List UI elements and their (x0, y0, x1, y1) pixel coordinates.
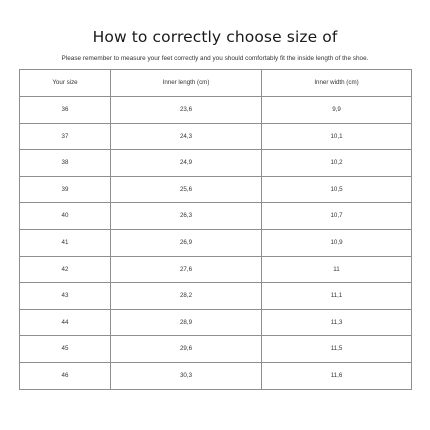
page-title: How to correctly choose size of (92, 28, 338, 46)
cell-length: 25,6 (111, 176, 262, 203)
cell-width: 11,3 (262, 309, 412, 336)
header-inner-length: Inner length (cm) (111, 70, 262, 97)
cell-width: 10,9 (262, 229, 412, 256)
cell-width: 10,7 (262, 203, 412, 230)
cell-width: 11 (262, 256, 412, 283)
table-row (20, 309, 412, 336)
cell-size: 46 (20, 362, 111, 389)
cell-size: 45 (20, 336, 111, 363)
cell-width: 10,5 (262, 176, 412, 203)
cell-length: 23,6 (111, 97, 262, 124)
cell-width: 11,6 (262, 362, 412, 389)
cell-width: 9,9 (262, 97, 412, 124)
cell-length: 29,6 (111, 336, 262, 363)
cell-size: 42 (20, 256, 111, 283)
cell-width: 11,5 (262, 336, 412, 363)
cell-width: 10,1 (262, 123, 412, 150)
size-table (19, 69, 412, 390)
table-row (20, 256, 412, 283)
header-your-size: Your size (20, 70, 111, 97)
cell-length: 28,2 (111, 283, 262, 310)
cell-size: 38 (20, 150, 111, 177)
cell-size: 39 (20, 176, 111, 203)
table-row (20, 229, 412, 256)
cell-size: 44 (20, 309, 111, 336)
page-subtitle: Please remember to measure your feet correctly and you should comfortably fit the inside length of the shoe. (61, 55, 369, 62)
table-row (20, 97, 412, 124)
table-row (20, 150, 412, 177)
cell-length: 26,9 (111, 229, 262, 256)
table-row (20, 203, 412, 230)
cell-width: 11,1 (262, 283, 412, 310)
table-row (20, 123, 412, 150)
cell-length: 26,3 (111, 203, 262, 230)
table-row (20, 362, 412, 389)
table-row (20, 283, 412, 310)
cell-length: 24,3 (111, 123, 262, 150)
cell-size: 41 (20, 229, 111, 256)
cell-size: 36 (20, 97, 111, 124)
cell-width: 10,2 (262, 150, 412, 177)
cell-size: 40 (20, 203, 111, 230)
table-row (20, 176, 412, 203)
cell-length: 30,3 (111, 362, 262, 389)
table-row (20, 336, 412, 363)
header-inner-width: Inner width (cm) (262, 70, 412, 97)
cell-length: 24,9 (111, 150, 262, 177)
table-header-row (20, 70, 412, 97)
cell-length: 27,6 (111, 256, 262, 283)
cell-length: 28,9 (111, 309, 262, 336)
cell-size: 43 (20, 283, 111, 310)
cell-size: 37 (20, 123, 111, 150)
